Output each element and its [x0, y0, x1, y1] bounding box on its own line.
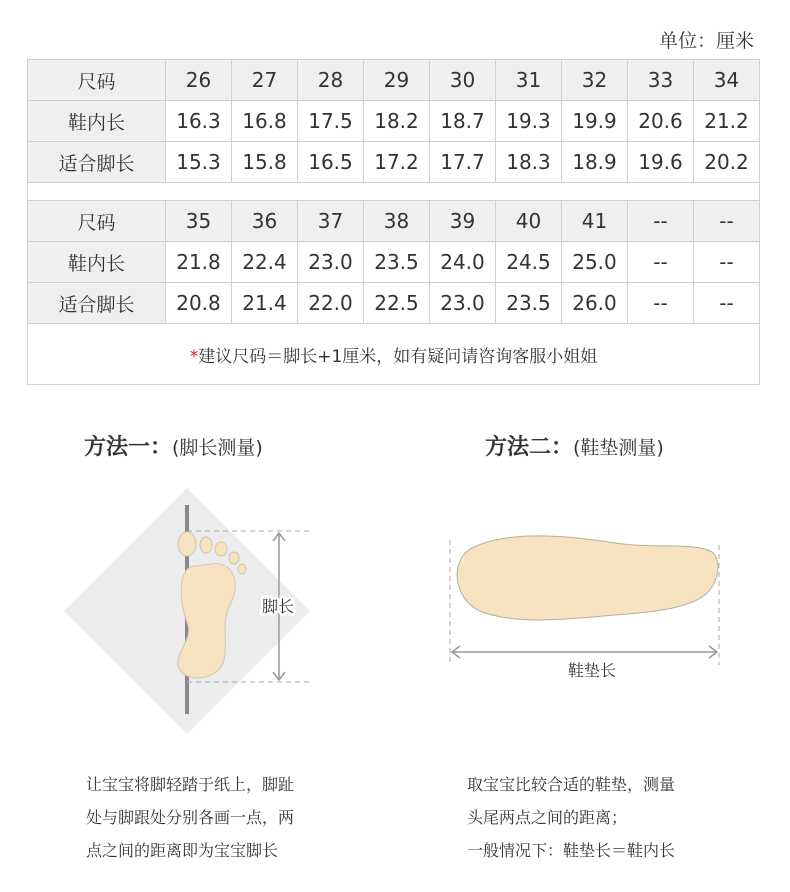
value-cell: -- — [628, 242, 694, 283]
method2-title-main: 方法二： — [485, 435, 574, 460]
value-cell: 18.7 — [430, 101, 496, 142]
foot-length-diagram-label: 脚长 — [261, 597, 295, 616]
method1-subtitle: (脚长测量) — [172, 437, 263, 459]
insole-length-diagram-label: 鞋垫长 — [567, 661, 617, 680]
size-cell: 30 — [430, 60, 496, 101]
method1-title-main: 方法一： — [84, 435, 173, 460]
size-cell: 39 — [430, 201, 496, 242]
size-cell: 36 — [232, 201, 298, 242]
value-cell: 24.5 — [496, 242, 562, 283]
value-cell: 18.3 — [496, 142, 562, 183]
value-cell: 22.5 — [364, 283, 430, 324]
size-cell: 33 — [628, 60, 694, 101]
value-cell: 21.8 — [166, 242, 232, 283]
foot-diagram — [64, 488, 312, 734]
value-cell: 16.3 — [166, 101, 232, 142]
value-cell: 16.5 — [298, 142, 364, 183]
value-cell: 20.8 — [166, 283, 232, 324]
value-cell: 18.2 — [364, 101, 430, 142]
method2-desc-line: 头尾两点之间的距离； — [467, 808, 628, 827]
size-header-label: 尺码 — [28, 201, 166, 242]
size-header-label: 尺码 — [28, 60, 166, 101]
value-cell: 23.0 — [430, 283, 496, 324]
size-cell: -- — [694, 201, 760, 242]
size-cell: 34 — [694, 60, 760, 101]
method2-desc-line: 取宝宝比较合适的鞋垫，测量 — [467, 775, 676, 794]
size-cell: 26 — [166, 60, 232, 101]
foot-length-label: 适合脚长 — [28, 142, 166, 183]
value-cell: 22.4 — [232, 242, 298, 283]
size-cell: -- — [628, 201, 694, 242]
size-cell: 32 — [562, 60, 628, 101]
size-cell: 31 — [496, 60, 562, 101]
value-cell: 15.8 — [232, 142, 298, 183]
note-star: * — [189, 346, 199, 367]
foot-length-label: 适合脚长 — [28, 283, 166, 324]
value-cell: 16.8 — [232, 101, 298, 142]
size-cell: 37 — [298, 201, 364, 242]
value-cell: 26.0 — [562, 283, 628, 324]
insole-shape — [457, 536, 718, 620]
inner-length-label: 鞋内长 — [28, 101, 166, 142]
value-cell: 17.5 — [298, 101, 364, 142]
value-cell: 23.5 — [364, 242, 430, 283]
value-cell: 20.6 — [628, 101, 694, 142]
inner-length-label: 鞋内长 — [28, 242, 166, 283]
value-cell: 21.4 — [232, 283, 298, 324]
value-cell: 19.6 — [628, 142, 694, 183]
insole-diagram — [450, 536, 719, 680]
value-cell: 19.9 — [562, 101, 628, 142]
method2-description — [467, 768, 737, 867]
value-cell: -- — [694, 242, 760, 283]
value-cell: 17.2 — [364, 142, 430, 183]
size-cell: 28 — [298, 60, 364, 101]
method1-desc-line: 点之间的距离即为宝宝脚长 — [86, 841, 279, 860]
value-cell: -- — [694, 283, 760, 324]
value-cell: 18.9 — [562, 142, 628, 183]
value-cell: 19.3 — [496, 101, 562, 142]
size-cell: 27 — [232, 60, 298, 101]
value-cell: -- — [628, 283, 694, 324]
value-cell: 22.0 — [298, 283, 364, 324]
note-text: 建议尺码＝脚长+1厘米，如有疑问请咨询客服小姐姐 — [198, 346, 598, 367]
value-cell: 21.2 — [694, 101, 760, 142]
unit-label: 单位：厘米 — [658, 30, 754, 52]
method1-desc-line: 让宝宝将脚轻踏于纸上，脚趾 — [86, 775, 295, 794]
method2-subtitle: (鞋垫测量) — [573, 437, 664, 459]
value-cell: 20.2 — [694, 142, 760, 183]
size-cell: 40 — [496, 201, 562, 242]
size-cell: 38 — [364, 201, 430, 242]
value-cell: 25.0 — [562, 242, 628, 283]
value-cell: 15.3 — [166, 142, 232, 183]
value-cell: 17.7 — [430, 142, 496, 183]
method2-desc-line: 一般情况下：鞋垫长＝鞋内长 — [467, 841, 676, 860]
size-cell: 29 — [364, 60, 430, 101]
value-cell: 24.0 — [430, 242, 496, 283]
size-cell: 41 — [562, 201, 628, 242]
method1-desc-line: 处与脚跟处分别各画一点，两 — [86, 808, 295, 827]
size-cell: 35 — [166, 201, 232, 242]
value-cell: 23.0 — [298, 242, 364, 283]
value-cell: 23.5 — [496, 283, 562, 324]
method1-description — [86, 768, 346, 867]
